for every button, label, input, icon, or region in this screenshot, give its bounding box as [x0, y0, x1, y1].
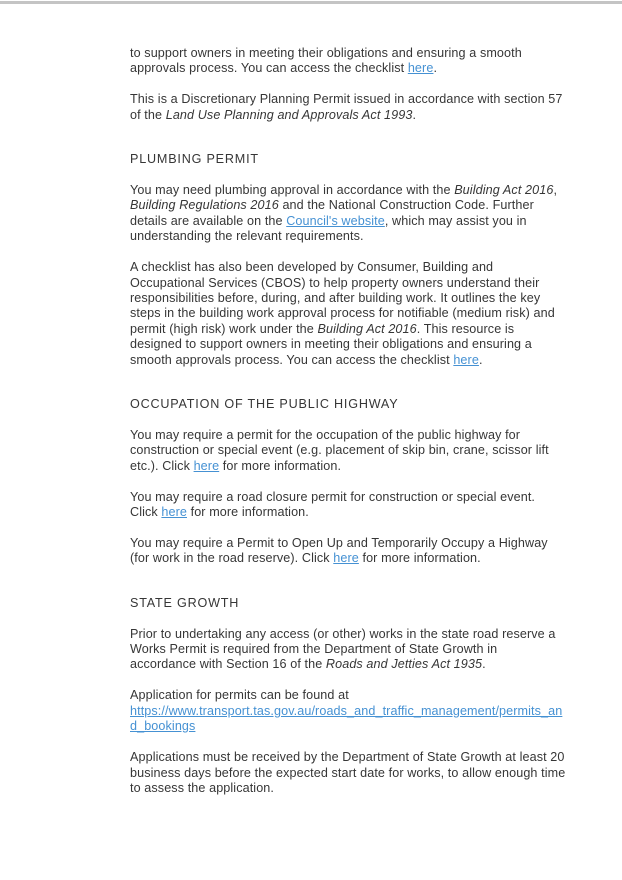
text-run: . [412, 107, 417, 122]
document-body [130, 46, 566, 812]
section-heading: STATE GROWTH [130, 595, 240, 610]
text-run: You may require a road closure permit for construction or special event. Click [130, 489, 536, 520]
paragraph [130, 428, 566, 474]
text-run: , which may assist you in understanding the relevant requirements. [130, 213, 527, 244]
text-run: . [482, 657, 486, 672]
text-run: You may need plumbing approval in accordance with the [130, 183, 455, 198]
hyperlink[interactable]: here [161, 505, 187, 520]
paragraph [130, 46, 566, 77]
text-run: Applications must be received by the Department of State Growth at least 20 business days before the expected start date for works, to allow enough time to assess the application. [130, 750, 566, 795]
italic-text: Building Regulations 2016 [130, 198, 279, 213]
text-run: You may require a Permit to Open Up and Temporarily Occupy a Highway (for work in the road reserve). Click [130, 535, 548, 566]
paragraph [130, 260, 566, 368]
paragraph [130, 688, 566, 734]
hyperlink[interactable]: here [407, 61, 434, 76]
hyperlink[interactable]: here [193, 458, 220, 473]
italic-text: Roads and Jetties Act 1935 [325, 657, 483, 672]
section-heading: OCCUPATION OF THE PUBLIC HIGHWAY [130, 397, 399, 411]
text-run: for more information. [358, 551, 481, 566]
text-run: . This resource is designed to support owners in meeting their obligations and ensuring a smooth approvals process. You can access the checklist [130, 321, 532, 367]
paragraph [130, 627, 566, 673]
hyperlink[interactable]: Council's website [286, 213, 385, 228]
text-run: This is a Discretionary Planning Permit issued in accordance with section 57 of the [130, 92, 563, 122]
text-run: and the National Construction Code. Further details are available on the [130, 198, 534, 228]
paragraph [130, 92, 566, 123]
text-run: A checklist has also been developed by Consumer, Building and Occupational Services (CBOS) to help property owners understand their responsibilities before, during, and after building work. It outlines the key steps in the building work approval process for notifiable (medium risk) and permit (high risk) work under the [130, 260, 555, 336]
text-run: . [433, 61, 438, 76]
text-run: , [553, 183, 558, 198]
italic-text: Building Act 2016 [317, 321, 417, 336]
text-run: for more information. [219, 458, 342, 473]
hyperlink[interactable]: https://www.transport.tas.gov.au/roads_and_traffic_management/permits_and_bookings [130, 703, 563, 734]
paragraph [130, 750, 566, 796]
section-heading: PLUMBING PERMIT [130, 152, 259, 167]
paragraph [130, 183, 566, 245]
italic-text: Building Act 2016 [454, 183, 554, 198]
text-run: for more information. [187, 505, 309, 520]
text-run: Prior to undertaking any access (or other) works in the state road reserve a Works Permit is required from the Department of State Growth in accordance with Section 16 of the [130, 626, 556, 672]
page-top-edge [0, 1, 622, 4]
italic-text: Land Use Planning and Approvals Act 1993 [165, 107, 413, 122]
hyperlink[interactable]: here [333, 551, 359, 566]
hyperlink[interactable]: here [453, 352, 479, 367]
text-run: Application for permits can be found at [130, 688, 349, 703]
text-run: . [478, 352, 483, 367]
text-run: to support owners in meeting their obligations and ensuring a smooth approvals process. You can access the checklist [130, 46, 522, 76]
paragraph [130, 536, 566, 567]
text-run: You may require a permit for the occupation of the public highway for construction or special event (e.g. placement of skip bin, crane, scissor lift etc.). Click [130, 427, 549, 473]
paragraph [130, 490, 566, 521]
